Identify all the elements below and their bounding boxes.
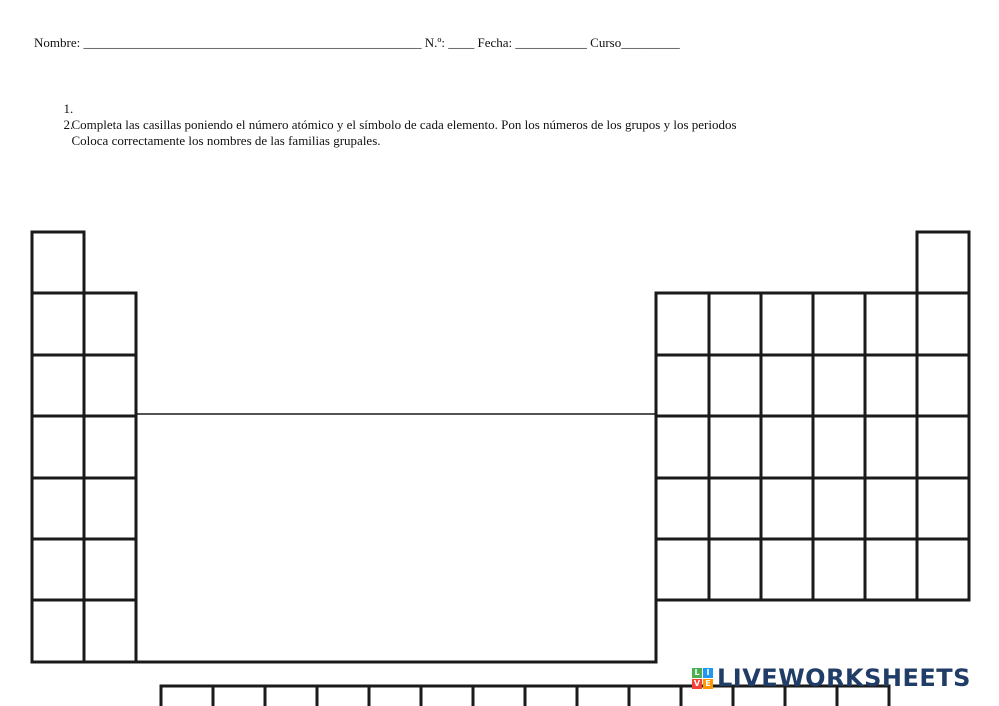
element-cell [709,539,761,600]
watermark-text: LIVEWORKSHEETS [717,664,971,692]
element-cell [865,416,917,478]
element-cell [917,232,969,293]
element-cell [32,355,84,416]
element-cell [813,539,865,600]
element-cell [84,600,136,662]
element-cell [709,355,761,416]
lanthanide-cell [213,686,265,706]
element-cell [917,539,969,600]
lanthanide-cell [161,686,213,706]
element-cell [709,293,761,355]
element-cell [32,416,84,478]
liveworksheets-watermark [692,664,971,692]
element-cell [813,478,865,539]
lanthanide-cell [629,686,681,706]
instruction-number: 2. [63,117,74,132]
element-cell [709,478,761,539]
lanthanide-cell [473,686,525,706]
element-cell [917,416,969,478]
element-cell [656,293,709,355]
lanthanide-cell [265,686,317,706]
lanthanide-cell [577,686,629,706]
lanthanide-cell [525,686,577,706]
element-cell [84,478,136,539]
element-cell [813,293,865,355]
element-cell [656,416,709,478]
student-info-line: Nombre: ____________________________________________________ N.º: ____ Fecha: ___________ Curso_________ [34,35,680,50]
element-cell [761,355,813,416]
element-cell [709,416,761,478]
lanthanide-cell [421,686,473,706]
instruction-number: 1. [63,101,74,116]
element-cell [761,293,813,355]
element-cell [32,600,84,662]
element-cell [917,355,969,416]
element-cell [761,416,813,478]
logo-letter: E [703,679,713,689]
instruction-text: Completa las casillas poniendo el número atómico y el símbolo de cada elemento. Pon los números de los grupos y los periodos [71,117,737,132]
element-cell [84,293,136,355]
element-cell [656,539,709,600]
element-cell [84,539,136,600]
element-cell [32,232,84,293]
element-cell [865,293,917,355]
element-cell [32,539,84,600]
element-cell [813,355,865,416]
element-cell [917,478,969,539]
logo-letter: V [693,679,701,688]
lanthanide-cell [369,686,421,706]
element-cell [32,293,84,355]
lanthanide-cell [317,686,369,706]
element-cell [84,416,136,478]
logo-letter: I [703,668,713,678]
element-cell [865,478,917,539]
liveworksheets-logo-icon [692,668,713,689]
element-cell [761,478,813,539]
element-cell [656,355,709,416]
element-cell [813,416,865,478]
instruction-text: Coloca correctamente los nombres de las familias grupales. [71,133,381,148]
element-cell [865,355,917,416]
element-cell [32,478,84,539]
element-cell [917,293,969,355]
element-cell [865,539,917,600]
element-cell [761,539,813,600]
logo-letter: L [692,668,702,678]
element-cell [84,355,136,416]
element-cell [656,478,709,539]
